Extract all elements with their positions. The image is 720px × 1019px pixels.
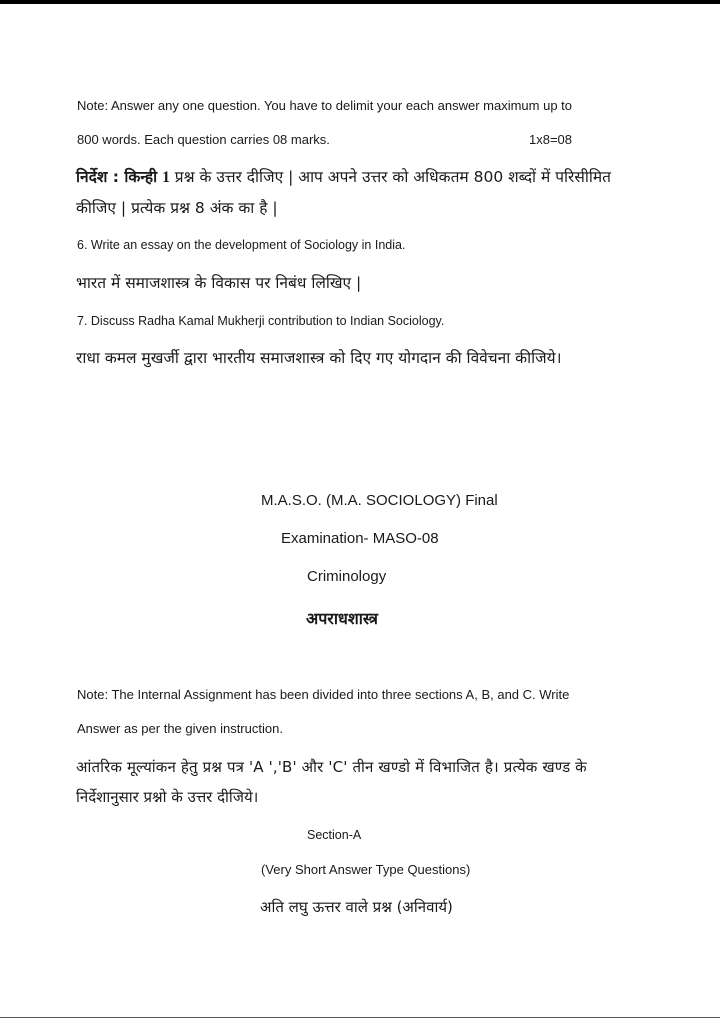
section-type-english: (Very Short Answer Type Questions) — [261, 862, 471, 877]
instruction-label: निर्देश : किन्ही — [76, 168, 158, 186]
assignment-note-line-1: Note: The Internal Assignment has been divided into three sections A, B, and C. Write — [77, 687, 570, 702]
bottom-border — [0, 1017, 720, 1018]
assignment-hindi-line-1: आंतरिक मूल्यांकन हेतु प्रश्न पत्र 'A ','B' और 'C' तीन खण्डो में विभाजित है। प्रत्येक खण्ड के — [76, 758, 587, 776]
question-7-english: 7. Discuss Radha Kamal Mukherji contribution to Indian Sociology. — [77, 314, 445, 328]
course-title: M.A.S.O. (M.A. SOCIOLOGY) Final — [261, 492, 498, 509]
section-type-hindi: अति लघु ऊत्तर वाले प्रश्न (अनिवार्य) — [260, 898, 453, 916]
hindi-instruction-line-1 — [76, 170, 611, 186]
assignment-hindi-line-2: निर्देशानुसार प्रश्नो के उत्तर दीजिये। — [76, 788, 259, 806]
section-heading: Section-A — [307, 828, 362, 842]
instruction-text: प्रश्न के उत्तर दीजिए | आप अपने उत्तर को अधिकतम 800 शब्दों में परिसीमित — [169, 168, 611, 186]
marks-scheme: 1x8=08 — [529, 132, 573, 147]
question-6-hindi: भारत में समाजशास्त्र के विकास पर निबंध लिखिए | — [76, 274, 362, 292]
exam-code: Examination- MASO-08 — [281, 530, 439, 547]
assignment-note-line-2: Answer as per the given instruction. — [77, 721, 283, 736]
instruction-count: 1 — [162, 169, 170, 186]
subject-english: Criminology — [307, 568, 387, 585]
note-line-2: 800 words. Each question carries 08 marks. — [77, 132, 330, 147]
top-border — [0, 0, 720, 4]
hindi-instruction-line-2: कीजिए | प्रत्येक प्रश्न 8 अंक का है | — [76, 199, 278, 217]
note-line-1: Note: Answer any one question. You have to delimit your each answer maximum up to — [77, 98, 573, 113]
question-6-english: 6. Write an essay on the development of Sociology in India. — [77, 238, 406, 252]
question-7-hindi: राधा कमल मुखर्जी द्वारा भारतीय समाजशास्त्र को दिए गए योगदान की विवेचना कीजिये। — [76, 349, 562, 367]
subject-hindi: अपराधशास्त्र — [306, 609, 378, 628]
